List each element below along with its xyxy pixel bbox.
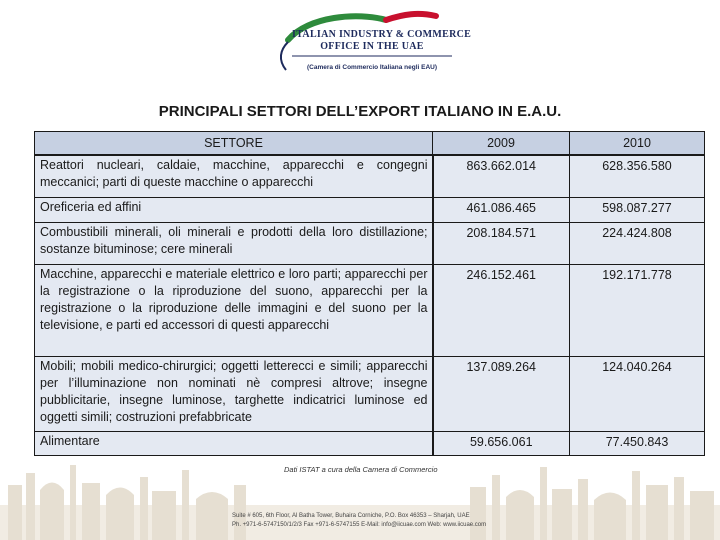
logo-line-2: OFFICE IN THE UAE [320, 41, 424, 52]
logo-line-1: ITALIAN INDUSTRY & COMMERCE [292, 29, 472, 40]
table-row [35, 155, 705, 197]
table-row [35, 197, 705, 222]
value-2009-cell: 208.184.571 [433, 222, 570, 264]
page-title: PRINCIPALI SETTORI DELL’EXPORT ITALIANO IN E.A.U. [158, 103, 562, 120]
table-header-row [35, 132, 705, 156]
table-row [35, 431, 705, 455]
sector-cell: Reattori nucleari, caldaie, macchine, apparecchi e congegni meccanici; parti di queste macchine o apparecchi [35, 155, 433, 197]
footer-address-line-1: Suite # 605, 6th Floor, Al Batha Tower, Buhaira Corniche, P.O. Box 46353 – Sharjah, UAE [232, 513, 470, 519]
value-2009-cell: 137.089.264 [433, 356, 570, 431]
export-sectors-table [34, 131, 705, 456]
sector-cell: Oreficeria ed affini [35, 197, 433, 222]
table-row [35, 222, 705, 264]
value-2010-cell: 124.040.264 [570, 356, 705, 431]
table-row [35, 356, 705, 431]
header-2009: 2009 [433, 132, 570, 156]
footer-address [232, 512, 702, 530]
chamber-logo [268, 10, 472, 82]
value-2010-cell: 628.356.580 [570, 155, 705, 197]
sector-cell: Combustibili minerali, oli minerali e prodotti della loro distillazione; sostanze bituminose; cere minerali [35, 222, 433, 264]
footer-address-line-2: Ph. +971-6-5747150/1/2/3 Fax +971-6-5747155 E-Mail: info@iicuae.com Web: www.iicuae.com [232, 522, 487, 528]
value-2010-cell: 224.424.808 [570, 222, 705, 264]
value-2009-cell: 461.086.465 [433, 197, 570, 222]
value-2009-cell: 863.662.014 [433, 155, 570, 197]
header-2010: 2010 [570, 132, 705, 156]
header-sector: SETTORE [35, 132, 433, 156]
value-2010-cell: 598.087.277 [570, 197, 705, 222]
sector-cell: Mobili; mobili medico-chirurgici; oggetti letterecci e simili; apparecchi per l’illuminazione non nominati nè compresi altrove; insegne pubblicitarie, insegne luminose, targhette indicatrici luminose ed oggetti simili; costruzioni prefabbricate [35, 356, 433, 431]
sector-cell: Macchine, apparecchi e materiale elettrico e loro parti; apparecchi per la registrazione o la riproduzione del suono, apparecchi per la registrazione o la riproduzione delle immagini e del suono per la televisione, e parti ed accessori di questi apparecchi [35, 264, 433, 356]
table-row [35, 264, 705, 356]
value-2009-cell: 246.152.461 [433, 264, 570, 356]
value-2009-cell: 59.656.061 [433, 431, 570, 455]
value-2010-cell: 192.171.778 [570, 264, 705, 356]
sector-cell: Alimentare [35, 431, 433, 455]
logo-line-3: (Camera di Commercio Italiana negli EAU) [306, 64, 438, 71]
value-2010-cell: 77.450.843 [570, 431, 705, 455]
source-note: Dati ISTAT a cura della Camera di Commercio [284, 465, 438, 474]
